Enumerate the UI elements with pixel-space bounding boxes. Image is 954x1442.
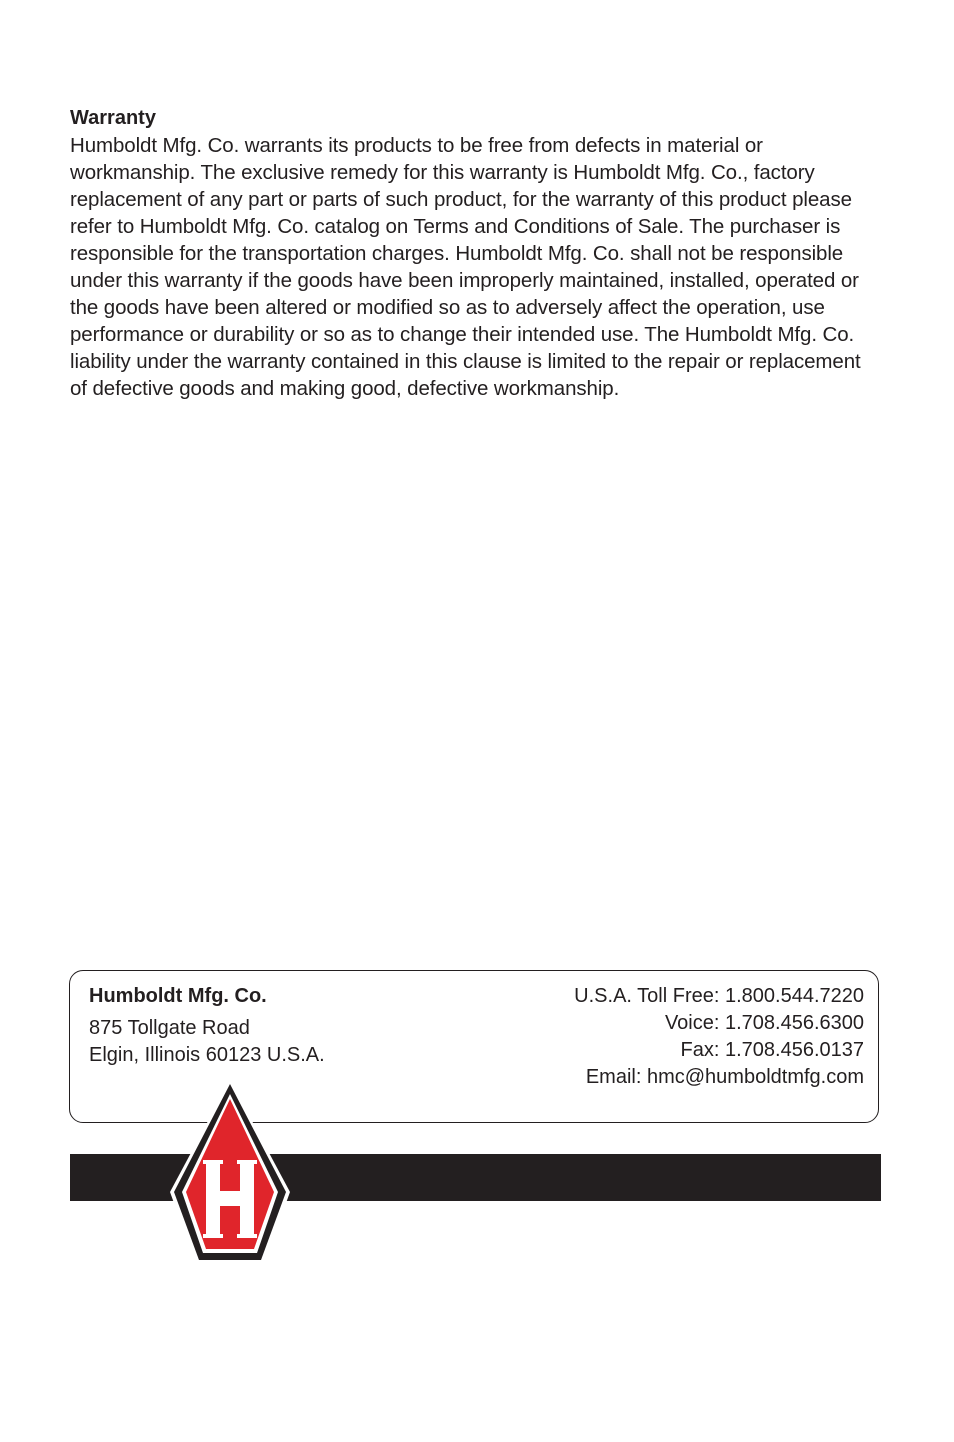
contact-details — [574, 983, 864, 1091]
fax-number: Fax: 1.708.456.0137 — [680, 1039, 864, 1061]
warranty-heading: Warranty — [70, 107, 156, 129]
company-address — [89, 983, 325, 1069]
humboldt-logo-icon — [170, 1080, 290, 1264]
toll-free-number: U.S.A. Toll Free: 1.800.544.7220 — [574, 985, 864, 1007]
warranty-body: Humboldt Mfg. Co. warrants its products to be free from defects in material or workmanship. The exclusive remedy for this warranty is Humboldt Mfg. Co., factory replacement of any part or parts of such product, for the warranty of this product please refer to Humboldt Mfg. Co. catalog on Terms and Conditions of Sale. The purchaser is responsible for the transportation charges. Humboldt Mfg. Co. shall not be responsible under this warranty if the goods have been improperly maintained, installed, operated or the goods have been altered or modified so as to adversely affect the operation, use performance or durability or so as to change their intended use. The Humboldt Mfg. Co. liability under the warranty contained in this clause is limited to the repair or replacement of defective goods and making good, defective workmanship. — [70, 134, 861, 400]
address-city: Elgin, Illinois 60123 U.S.A. — [89, 1044, 325, 1066]
company-name: Humboldt Mfg. Co. — [89, 985, 267, 1007]
warranty-section — [70, 105, 882, 402]
address-street: 875 Tollgate Road — [89, 1017, 250, 1039]
email-address: Email: hmc@humboldtmfg.com — [585, 1066, 864, 1088]
voice-number: Voice: 1.708.456.6300 — [664, 1012, 864, 1034]
